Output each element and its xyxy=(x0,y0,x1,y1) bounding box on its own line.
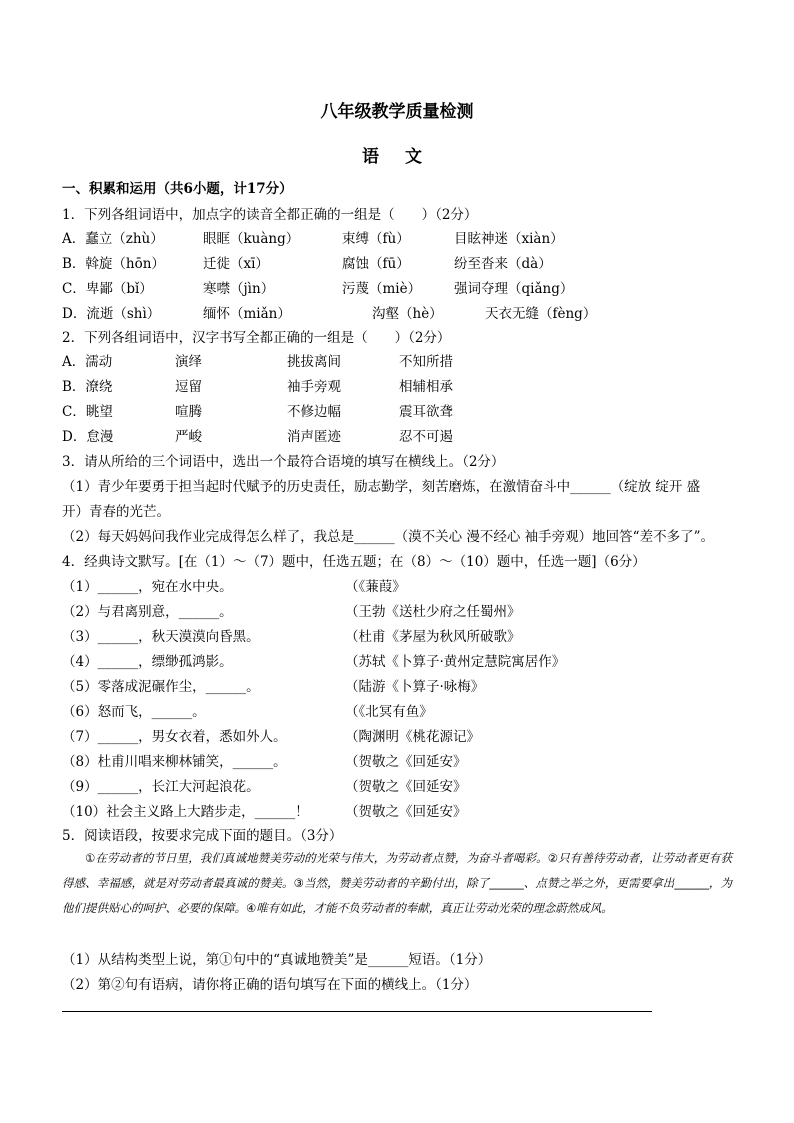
q5-paragraph-text: ①在劳动者的节日里，我们真诚地赞美劳动的光荣与伟大，为劳动者点赞，为奋斗者喝彩。②只有善待劳动者，让劳动者更有获得感、幸福感，就是对劳动者最真诚的赞美。③当然，赞美劳动者的辛勤付出，除了______、点赞之举之外，更需要拿出______，为他们提供贴心的呵护、必要的保障。④唯有如此，才能不负劳动者的奉献，真正让劳动光荣的理念蔚然成风。 xyxy=(62,851,732,915)
q5-stem: 5．阅读语段，按要求完成下面的题目。（3分） xyxy=(62,828,343,844)
q4-option-10-1: （10）社会主义路上大踏步走，______！ xyxy=(62,804,309,820)
q4-option-3-1: （3）______，秋天漠漠向昏黑。 xyxy=(62,629,260,645)
q2-option-1-2: 演绎 xyxy=(175,354,202,370)
q5-sub-2: （2）第②句有语病，请你将正确的语句填写在下面的横线上。（1分） xyxy=(62,977,478,993)
q4-option-4-1: （4）______，缥缈孤鸿影。 xyxy=(62,654,233,670)
q4-option-7-2: （陶渊明《桃花源记》 xyxy=(345,729,480,745)
q4-option-2-1: （2）与君离别意，______。 xyxy=(62,604,233,620)
q2-option-4-1: D．怠漫 xyxy=(62,429,114,445)
q4-option-9-2: （贺敬之《回延安》 xyxy=(345,779,467,795)
q2-option-4-2: 严峻 xyxy=(175,429,202,445)
q1-option-2-2: 迁徙（xī） xyxy=(203,256,269,272)
q2-option-1-3: 挑拔离间 xyxy=(287,354,341,370)
q4-option-2-2: （王勃《送杜少府之任蜀州》 xyxy=(345,604,521,620)
q4-option-4-2: （苏轼《卜算子·黄州定慧院寓居作》 xyxy=(345,654,566,670)
exam-title: 八年级教学质量检测 xyxy=(320,102,474,122)
q2-option-2-3: 袖手旁观 xyxy=(287,379,341,395)
q1-option-4-2: 缅怀（miǎn） xyxy=(203,306,291,322)
q4-option-10-2: （贺敬之《回延安》 xyxy=(345,804,467,820)
q1-option-3-3: 污蔑（miè） xyxy=(342,281,422,297)
q3-item-1-cont: 开）青春的光芒。 xyxy=(62,504,170,520)
q1-option-1-2: 眼眶（kuàng） xyxy=(203,231,300,247)
subject-title: 语 文 xyxy=(362,147,432,167)
q1-option-4-4: 天衣无缝（fèng） xyxy=(485,306,597,322)
q2-option-4-4: 忍不可遏 xyxy=(399,429,453,445)
q4-option-8-1: （8）杜甫川唱来柳林铺笑，______。 xyxy=(62,754,287,770)
q1-option-1-3: 束缚（fù） xyxy=(342,231,410,247)
q2-option-4-3: 消声匿迹 xyxy=(287,429,341,445)
q5-paragraph xyxy=(62,846,732,921)
q4-option-1-2: （《蒹葭》 xyxy=(345,579,406,595)
q2-option-3-1: C．眺望 xyxy=(62,404,113,420)
q1-option-1-4: 目眩神迷（xiàn） xyxy=(454,231,564,247)
q2-option-3-3: 不修边幅 xyxy=(287,404,341,420)
q2-option-2-1: B．潦绕 xyxy=(62,379,113,395)
q4-option-1-1: （1）______，宛在水中央。 xyxy=(62,579,233,595)
answer-line[interactable] xyxy=(62,1011,652,1012)
q4-option-9-1: （9）______，长江大河起浪花。 xyxy=(62,779,260,795)
q4-option-5-1: （5）零落成泥碾作尘，______。 xyxy=(62,679,260,695)
q2-option-1-4: 不知所措 xyxy=(399,354,453,370)
q1-option-3-4: 强词夺理（qiǎng） xyxy=(454,281,574,297)
q1-option-3-1: C．卑鄙（bǐ） xyxy=(62,281,153,297)
q1-option-1-1: A．蠢立（zhù） xyxy=(62,231,164,247)
q3-item-2: （2）每天妈妈问我作业完成得怎么样了，我总是______（漠不关心 漫不经心 袖手旁观）地回答“差不多了”。 xyxy=(62,529,714,545)
q1-option-2-4: 纷至沓来（dà） xyxy=(454,256,552,272)
q4-option-8-2: （贺敬之《回延安》 xyxy=(345,754,467,770)
q2-option-2-4: 相辅相承 xyxy=(399,379,453,395)
q3-item-1: （1）青少年要勇于担当起时代赋予的历史责任，励志勤学，刻苦磨炼，在激情奋斗中______（绽放 绽开 盛 xyxy=(62,479,701,495)
q1-option-2-1: B．斡旋（hōn） xyxy=(62,256,165,272)
q5-sub-1: （1）从结构类型上说，第①句中的“真诚地赞美”是______短语。（1分） xyxy=(62,952,492,968)
q2-option-1-1: A．濡动 xyxy=(62,354,113,370)
section-heading: 一、积累和运用（共6小题，计17分） xyxy=(62,181,293,197)
q2-option-3-2: 喧腾 xyxy=(175,404,202,420)
q1-option-4-3: 沟壑（hè） xyxy=(372,306,443,322)
q4-option-5-2: （陆游《卜算子·咏梅》 xyxy=(345,679,485,695)
q2-option-2-2: 逗留 xyxy=(175,379,202,395)
q1-option-2-3: 腐蚀（fū） xyxy=(342,256,410,272)
q1-option-4-1: D．流逝（shì） xyxy=(62,306,161,322)
q2-option-3-4: 震耳欲聋 xyxy=(399,404,453,420)
q1-stem: 1．下列各组词语中，加点字的读音全都正确的一组是（ ）（2分） xyxy=(62,207,478,223)
q4-option-3-2: （杜甫《茅屋为秋风所破歌》 xyxy=(345,629,521,645)
q3-stem: 3．请从所给的三个词语中，选出一个最符合语境的填写在横线上。（2分） xyxy=(62,454,505,470)
q4-option-7-1: （7）______，男女衣着，悉如外人。 xyxy=(62,729,287,745)
q4-option-6-2: （《北冥有鱼》 xyxy=(345,704,433,720)
q4-stem: 4．经典诗文默写。[在（1）～（7）题中，任选五题；在（8）～（10）题中，任选一题]（6分） xyxy=(62,554,646,570)
q1-option-3-2: 寒噤（jìn） xyxy=(203,281,275,297)
q4-option-6-1: （6）怒而飞，______。 xyxy=(62,704,206,720)
q2-stem: 2．下列各组词语中，汉字书写全都正确的一组是（ ）（2分） xyxy=(62,330,451,346)
